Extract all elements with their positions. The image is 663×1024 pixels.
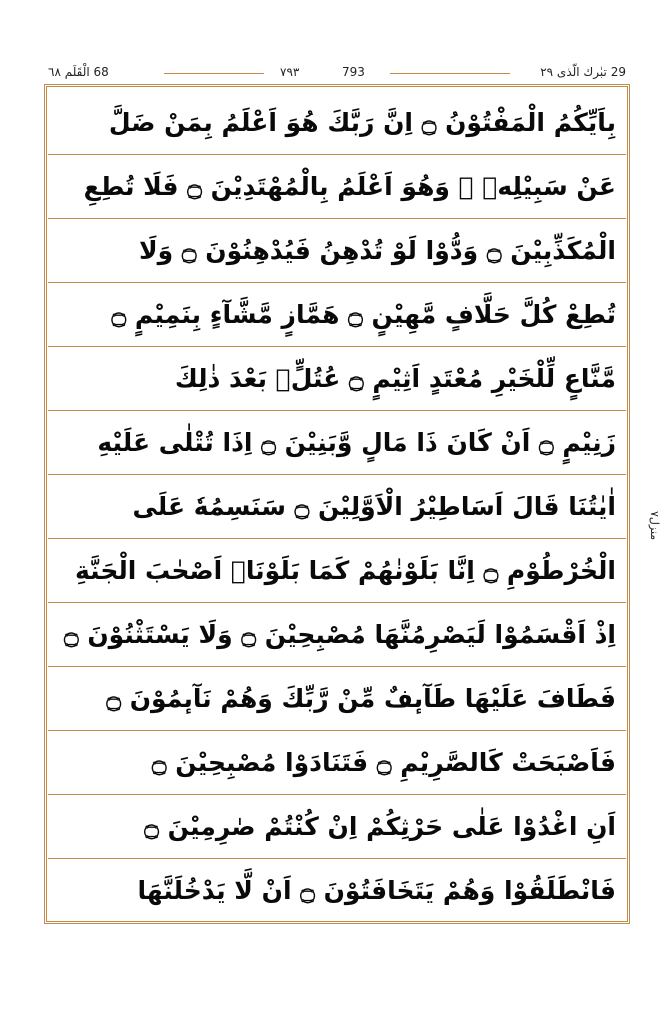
text-line-2: عَنْ سَبِیْلِهٖ ۪ وَهُوَ اَعْلَمُ بِالْمُهْتَدِیْنَ ۝ فَلَا تُطِعِ	[83, 171, 616, 201]
line-divider	[48, 154, 626, 155]
line-divider	[48, 474, 626, 475]
page-header	[44, 63, 630, 83]
text-line-7: اٰیٰتُنَا قَالَ اَسَاطِیْرُ الْاَوَّلِیْنَ ۝ سَنَسِمُهٗ عَلَى	[132, 491, 616, 521]
page-number: 793	[342, 65, 365, 79]
text-line-12: اَنِ اغْدُوْا عَلٰى حَرْثِكُمْ اِنْ كُنْتُمْ صٰرِمِیْنَ ۝	[144, 811, 616, 841]
page-number-arabic: ٧٩٣	[280, 65, 300, 79]
text-line-13: فَانْطَلَقُوْا وَهُمْ یَتَخَافَتُوْنَ ۝ اَنْ لَّا یَدْخُلَنَّهَا	[137, 875, 616, 905]
line-divider	[48, 666, 626, 667]
line-divider	[48, 410, 626, 411]
text-line-5: مَّنَّاعٍ لِّلْخَیْرِ مُعْتَدٍ اَثِیْمٍ ۝ عُتُلٍّۭ بَعْدَ ذٰلِكَ	[174, 363, 616, 393]
text-line-11: فَاَصْبَحَتْ كَالصَّرِیْمِ ۝ فَتَنَادَوْا مُصْبِحِیْنَ ۝	[151, 747, 616, 777]
line-divider	[48, 602, 626, 603]
text-line-8: الْخُرْطُوْمِ ۝ اِنَّا بَلَوْنٰهُمْ كَمَا بَلَوْنَاۤ اَصْحٰبَ الْجَنَّةِ	[74, 555, 616, 585]
line-divider	[48, 794, 626, 795]
text-line-1: بِاَیِّكُمُ الْمَفْتُوْنُ ۝ اِنَّ رَبَّكَ هُوَ اَعْلَمُ بِمَنْ ضَلَّ	[108, 107, 616, 137]
line-divider	[48, 282, 626, 283]
line-divider	[48, 538, 626, 539]
manzil-marker: منزل٧	[648, 510, 661, 540]
juz-label: 29 تبٰرك الّذی ٢٩	[540, 65, 626, 79]
line-divider	[48, 858, 626, 859]
line-divider	[48, 346, 626, 347]
text-line-9: اِذْ اَقْسَمُوْا لَیَصْرِمُنَّهَا مُصْبِحِیْنَ ۝ وَلَا یَسْتَثْنُوْنَ ۝	[63, 619, 616, 649]
text-line-10: فَطَافَ عَلَیْهَا طَآىٕفٌ مِّنْ رَّبِّكَ وَهُمْ نَآىٕمُوْنَ ۝	[106, 683, 616, 713]
line-divider	[48, 218, 626, 219]
text-line-4: تُطِعْ كُلَّ حَلَّافٍ مَّهِیْنٍ ۝ هَمَّازٍ مَّشَّآءٍ بِنَمِیْمٍ ۝	[111, 299, 616, 329]
text-line-3: الْمُكَذِّبِیْنَ ۝ وَدُّوْا لَوْ تُدْهِنُ فَیُدْهِنُوْنَ ۝ وَلَا	[139, 235, 616, 265]
header-rule	[164, 73, 264, 74]
text-line-6: زَنِیْمٍ ۝ اَنْ كَانَ ذَا مَالٍ وَّبَنِیْنَ ۝ اِذَا تُتْلٰى عَلَیْهِ	[97, 427, 616, 457]
surah-label: 68 الْقَلَم ٦٨	[48, 65, 109, 79]
line-divider	[48, 730, 626, 731]
header-rule	[390, 73, 510, 74]
